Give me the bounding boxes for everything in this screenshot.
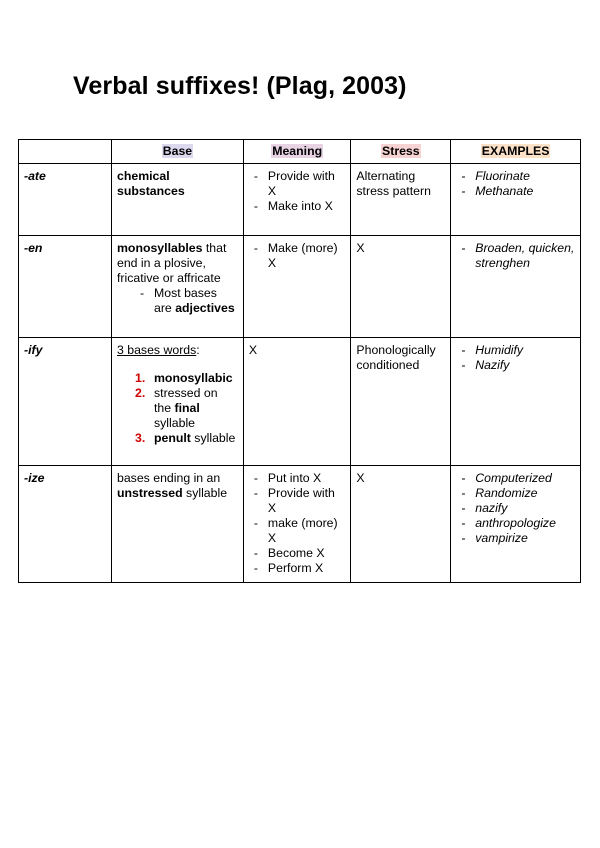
list-tail: syllable xyxy=(154,416,196,430)
list-item xyxy=(135,286,238,316)
list-bold: monosyllabic xyxy=(154,371,233,385)
examples-cell xyxy=(451,164,581,236)
suffix-cell: -ize xyxy=(19,466,112,583)
list-item: - nazify xyxy=(456,501,575,516)
base-sub-text: Most bases are xyxy=(154,286,217,315)
list-item: - Methanate xyxy=(456,184,575,199)
table-row xyxy=(19,466,581,583)
list-bold: penult xyxy=(154,431,191,445)
table-row xyxy=(19,236,581,338)
list-item: - Provide with X xyxy=(249,486,346,516)
header-meaning xyxy=(243,140,351,164)
list-item: - vampirize xyxy=(456,531,575,546)
stress-cell: Alternating stress pattern xyxy=(351,164,451,236)
suffix-table xyxy=(18,139,581,583)
list-number: 3. xyxy=(135,431,146,445)
list-item: - anthropologize xyxy=(456,516,575,531)
table-row xyxy=(19,164,581,236)
table-header-row xyxy=(19,140,581,164)
list-tail: syllable xyxy=(190,431,236,445)
base-cell xyxy=(112,236,244,338)
header-base-label: Base xyxy=(162,144,193,158)
suffix-cell: -ify xyxy=(19,338,112,466)
list-item: - Broaden, quicken, strenghen xyxy=(456,241,575,271)
base-sub-bold: adjectives xyxy=(175,301,235,315)
page-title: Verbal suffixes! (Plag, 2003) xyxy=(73,72,407,100)
list-item: - Become X xyxy=(249,546,346,561)
table-row xyxy=(19,338,581,466)
list-item: - Randomize xyxy=(456,486,575,501)
header-stress xyxy=(351,140,451,164)
meaning-cell xyxy=(243,164,351,236)
base-text-bold: monosyllables xyxy=(117,241,203,255)
header-examples xyxy=(451,140,581,164)
list-item: - Nazify xyxy=(456,358,575,373)
list-bold: final xyxy=(174,401,200,415)
list-number: 2. xyxy=(135,386,146,400)
list-item: - Humidify xyxy=(456,343,575,358)
base-text-bold: unstressed xyxy=(117,486,183,500)
meaning-cell xyxy=(243,236,351,338)
list-item: - Perform X xyxy=(249,561,346,576)
header-suffix xyxy=(19,140,112,164)
list-item: - Fluorinate xyxy=(456,169,575,184)
base-tail: syllable xyxy=(182,486,228,500)
list-item xyxy=(117,386,238,431)
suffix-cell: -ate xyxy=(19,164,112,236)
stress-cell: X xyxy=(351,466,451,583)
header-base xyxy=(112,140,244,164)
list-item: - Computerized xyxy=(456,471,575,486)
meaning-cell xyxy=(243,466,351,583)
suffix-cell: -en xyxy=(19,236,112,338)
examples-cell xyxy=(451,236,581,338)
base-text: that end in a plosive, fricative or affricate xyxy=(117,241,227,285)
base-colon: : xyxy=(196,343,200,357)
list-item: - make (more) X xyxy=(249,516,346,546)
examples-cell xyxy=(451,466,581,583)
base-intro: 3 bases words xyxy=(117,343,197,357)
list-item: - Make into X xyxy=(249,199,346,214)
list-number: 1. xyxy=(135,371,146,385)
list-item: - Provide with X xyxy=(249,169,346,199)
base-cell xyxy=(112,338,244,466)
header-stress-label: Stress xyxy=(382,144,420,158)
stress-cell: Phonologically conditioned xyxy=(351,338,451,466)
examples-cell xyxy=(451,338,581,466)
header-examples-label: EXAMPLES xyxy=(481,144,550,158)
base-cell xyxy=(112,164,244,236)
list-item: - Make (more) X xyxy=(249,241,346,271)
base-text: bases ending in an xyxy=(117,471,221,485)
header-meaning-label: Meaning xyxy=(272,144,323,158)
list-text: stressed on the xyxy=(154,386,218,415)
list-item xyxy=(117,371,238,386)
meaning-cell: X xyxy=(243,338,351,466)
list-item xyxy=(117,431,238,446)
base-cell xyxy=(112,466,244,583)
base-text: chemical substances xyxy=(117,169,185,198)
stress-cell: X xyxy=(351,236,451,338)
list-item: - Put into X xyxy=(249,471,346,486)
